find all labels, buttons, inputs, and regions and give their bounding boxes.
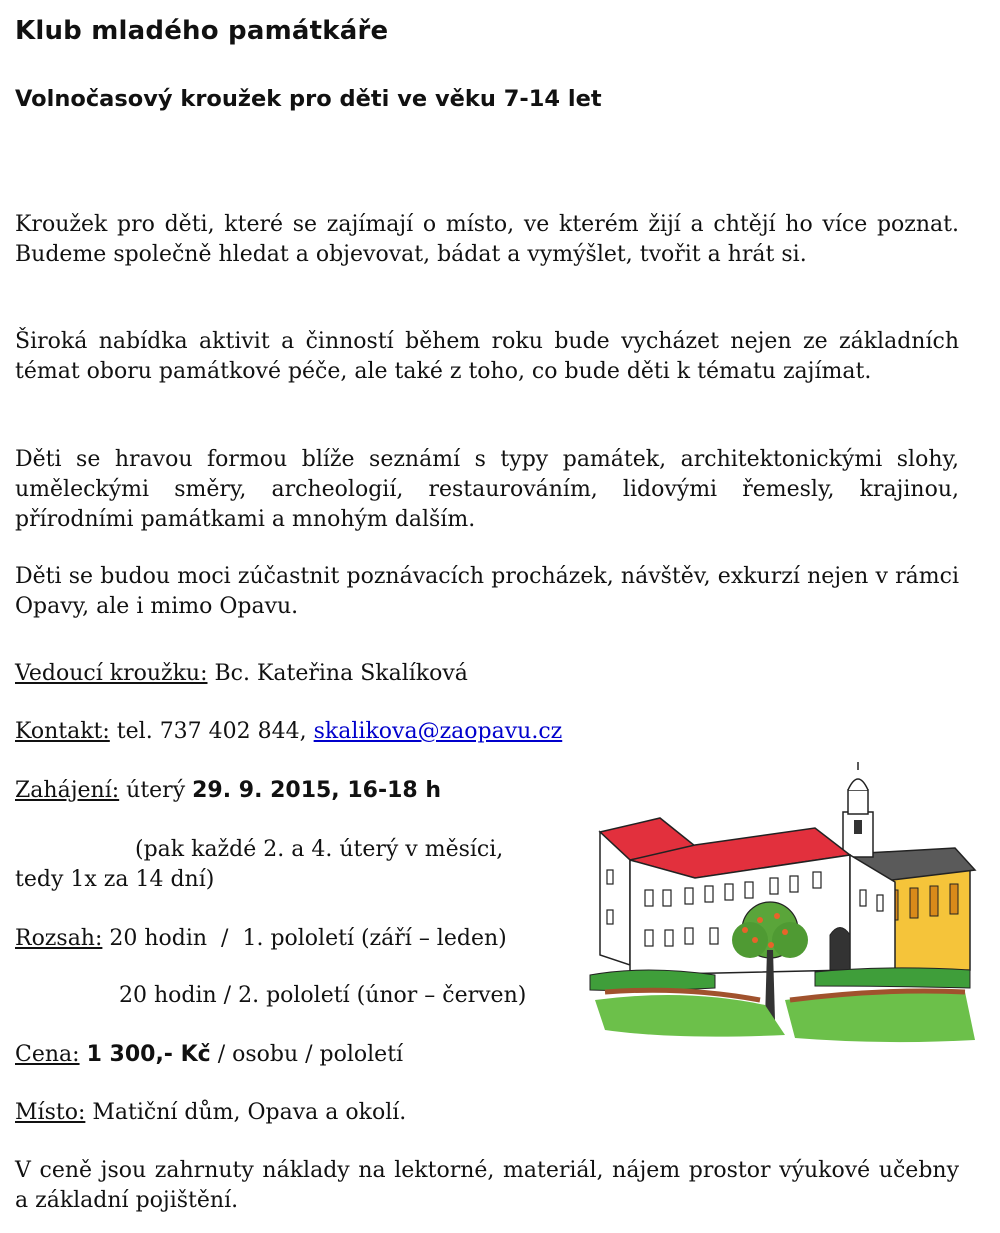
start-line (15, 776, 441, 806)
price-amount: 1 300,- Kč (86, 1042, 211, 1067)
price-label: Cena: (15, 1042, 80, 1067)
activities-paragraph: Široká nabídka aktivit a činností během roku bude vycházet nejen ze základních témat oboru památkové péče, ale také z toho, co bude děti k tématu zajímat. (15, 329, 959, 384)
leader-value: Bc. Kateřina Skalíková (207, 661, 468, 686)
excursions-paragraph: Děti se budou moci zúčastnit poznávacích procházek, návštěv, exkurzí nejen v rámci Opavy, ale i mimo Opavu. (15, 564, 959, 619)
start-date: 29. 9. 2015, 16-18 h (192, 778, 442, 803)
price-line (15, 1040, 403, 1070)
place-value: Matiční dům, Opava a okolí. (85, 1100, 407, 1125)
leader-label: Vedoucí kroužku: (15, 661, 208, 686)
included-paragraph: V ceně jsou zahrnuty náklady na lektorné, materiál, nájem prostor výukové učebny a základní pojištění. (15, 1158, 959, 1213)
intro-paragraph: Kroužek pro děti, které se zajímají o místo, ve kterém žijí a chtějí ho více poznat. Budeme společně hledat a objevovat, bádat a vymýšlet, tvořit a hrát si. (15, 212, 959, 267)
start-note-line1: (pak každé 2. a 4. úterý v měsíci, (135, 837, 504, 862)
leader-line (15, 659, 468, 689)
building-illustration (585, 760, 995, 1050)
page-title: Klub mladého památkáře (15, 16, 389, 46)
topics-paragraph: Děti se hravou formou blíže seznámí s typy památek, architektonickými slohy, uměleckými směry, archeologií, restaurováním, lidovými řemesly, krajinou, přírodními památkami a mnohým dalším. (15, 447, 959, 532)
contact-email-link[interactable]: skalikova@zaopavu.cz (313, 719, 563, 744)
start-day: úterý (119, 778, 193, 803)
scope-label: Rozsah: (15, 926, 103, 951)
start-note-line2: tedy 1x za 14 dní) (15, 867, 215, 892)
scope-second: 20 hodin / 2. pololetí (únor – červen) (119, 983, 527, 1008)
page-subtitle: Volnočasový kroužek pro děti ve věku 7-14 let (15, 86, 602, 112)
place-label: Místo: (15, 1100, 86, 1125)
contact-phone: tel. 737 402 844, (109, 719, 314, 744)
price-rest: / osobu / pololetí (210, 1042, 404, 1067)
contact-label: Kontakt: (15, 719, 110, 744)
start-label: Zahájení: (15, 778, 120, 803)
place-line (15, 1098, 406, 1128)
scope-line (15, 924, 507, 954)
scope-first: 20 hodin / 1. pololetí (září – leden) (102, 926, 507, 951)
contact-line (15, 717, 562, 747)
